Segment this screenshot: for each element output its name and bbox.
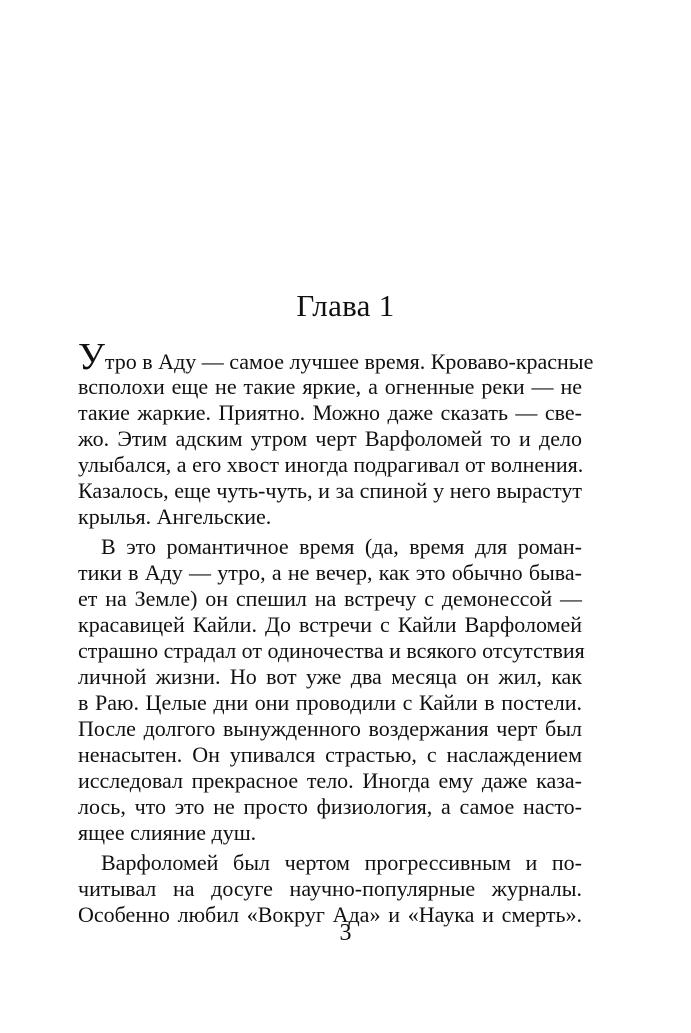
text-line: Особенно любил «Вокруг Ада» и «Наука и смерть». (78, 902, 582, 927)
paragraph-2 (78, 534, 585, 846)
paragraph-1 (78, 336, 594, 530)
text-line: тики в Аду — утро, а не вечер, как это обычно быва- (78, 560, 582, 585)
text-line: Варфоломей был чертом прогрессивным и по- (101, 850, 582, 875)
text-line: в Раю. Целые дни они проводили с Кайли в постели. (78, 690, 582, 715)
text-line: жо. Этим адским утром черт Варфоломей то и дело (78, 426, 582, 451)
text-line: улыбался, а его хвост иногда подрагивал от волнения. (78, 452, 584, 477)
text-line: страшно страдал от одиночества и всякого отсутствия (78, 638, 585, 663)
text-line: исследовал прекрасное тело. Иногда ему даже каза- (78, 768, 582, 793)
text-line: такие жаркие. Приятно. Можно даже сказать — све- (78, 400, 582, 425)
text-line: всполохи еще не такие яркие, а огненные реки — не (78, 374, 582, 399)
chapter-title: Глава 1 (296, 288, 395, 323)
page-number: 3 (339, 920, 352, 946)
text-line: После долгого вынужденного воздержания черт был (78, 716, 582, 741)
paragraph-3 (78, 850, 582, 928)
body-text (78, 336, 594, 928)
text-line: лось, что это не просто физиология, а самое насто- (78, 794, 582, 819)
text-line: ящее слияние душ. (78, 820, 257, 845)
drop-cap: У (78, 336, 105, 378)
text-line: крылья. Ангельские. (78, 504, 272, 529)
text-line: В это романтичное время (да, время для роман- (101, 534, 582, 559)
text-line: читывал на досуге научно-популярные журналы. (78, 876, 582, 901)
text-line: ненасытен. Он упивался страстью, с наслаждением (78, 742, 582, 767)
text-line: Казалось, еще чуть-чуть, и за спиной у него вырастут (78, 478, 582, 503)
text-line: личной жизни. Но вот уже два месяца он жил, как (78, 664, 582, 689)
line-text: тро в Аду — самое лучшее время. Кроваво-красные (104, 349, 594, 374)
text-line (78, 336, 594, 378)
text-line: красавицей Кайли. До встречи с Кайли Варфоломей (78, 612, 582, 637)
text-line: ет на Земле) он спешил на встречу с демонессой — (78, 586, 582, 611)
